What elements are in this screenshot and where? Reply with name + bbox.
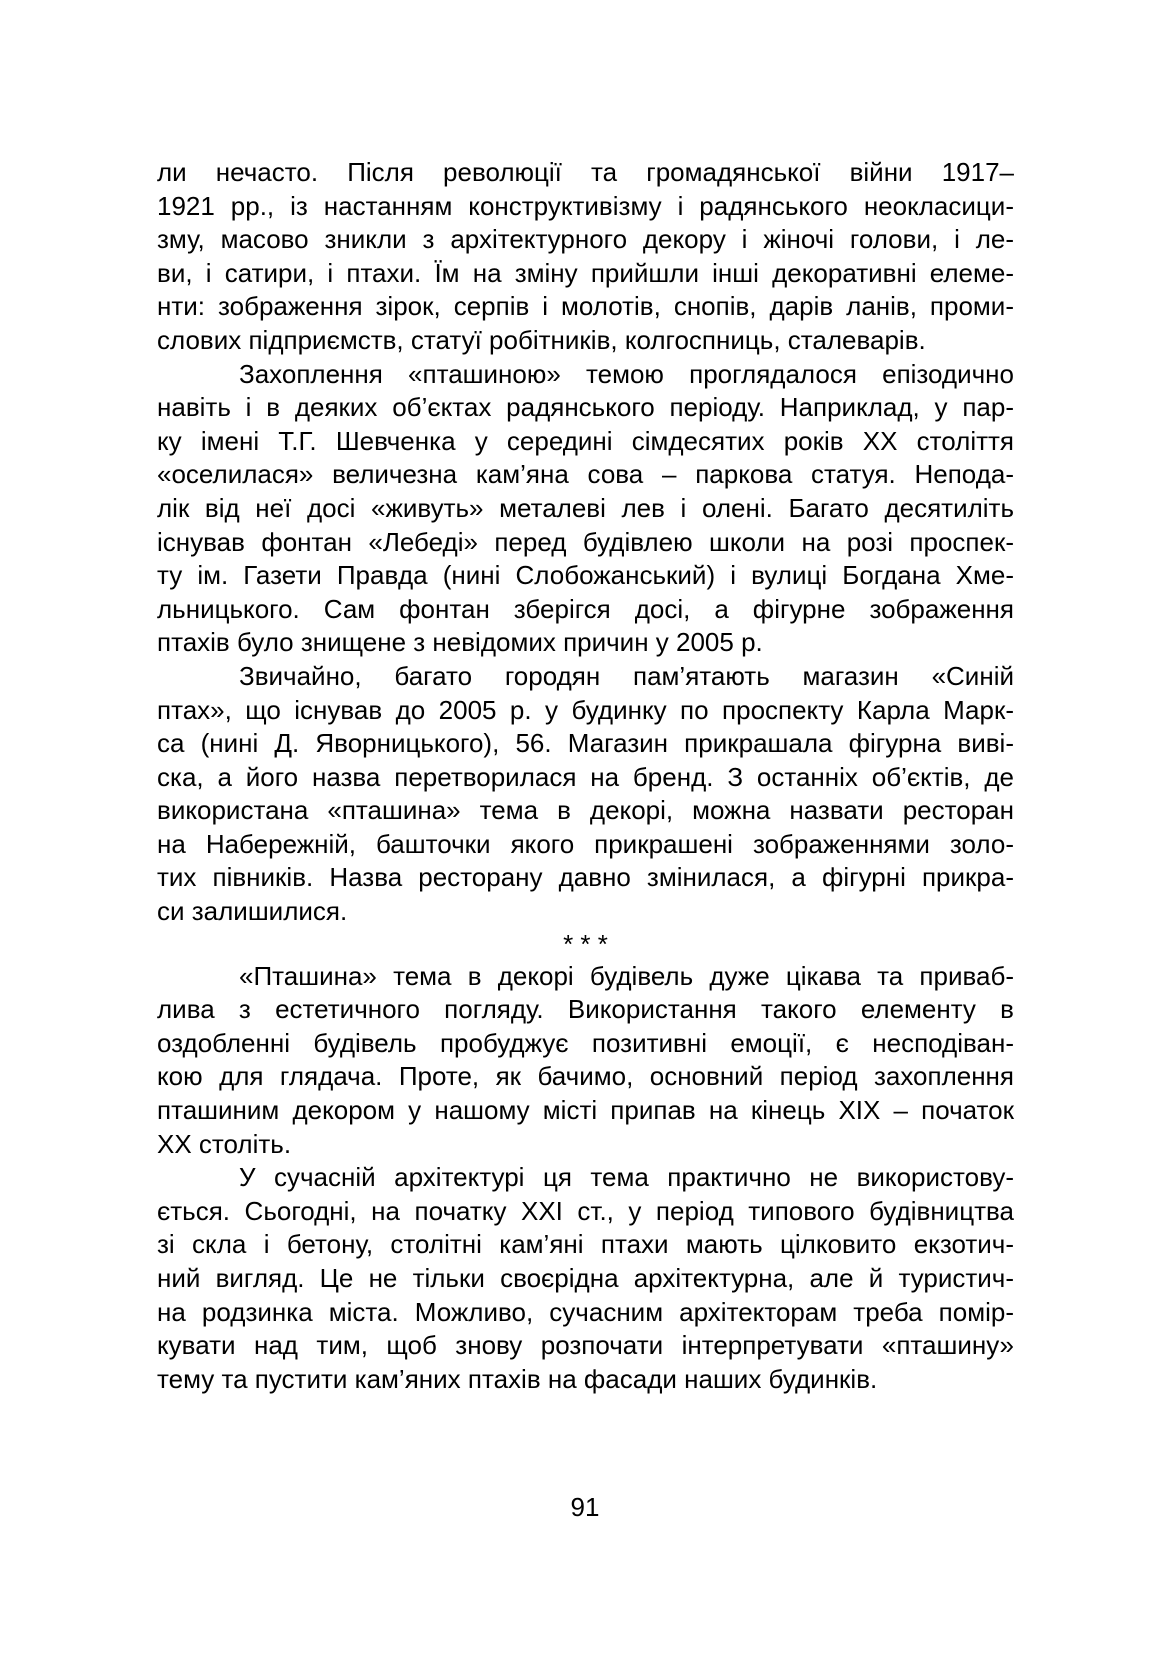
text-line: зму, масово зникли з архітектурного декору і жіночі голови, і ле- (157, 224, 1014, 255)
text-line: ХХ століть. (157, 1128, 292, 1159)
text-line: кувати над тим, щоб знову розпочати інтерпретувати «пташину» (157, 1330, 1014, 1361)
text-line: існував фонтан «Лебеді» перед будівлею школи на розі проспек- (157, 526, 1014, 557)
text-line: 1921 рр., із настанням конструктивізму і радянського неокласици- (157, 190, 1014, 221)
text-line: тих півників. Назва ресторану давно змінилася, а фігурні прикра- (157, 862, 1014, 893)
text-line: «Пташина» тема в декорі будівель дуже цікава та приваб- (239, 960, 1014, 991)
text-line: У сучасній архітектурі ця тема практично не використову- (239, 1162, 1014, 1193)
text-line: си залишилися. (157, 896, 348, 927)
section-separator: * * * (563, 928, 608, 959)
text-line: са (нині Д. Яворницького), 56. Магазин прикрашала фігурна виві- (157, 728, 1014, 759)
text-line: Звичайно, багато городян пам’ятають магазин «Синій (239, 660, 1014, 691)
text-line: на родзинка міста. Можливо, сучасним архітекторам треба помір- (157, 1296, 1014, 1327)
text-line: лива з естетичного погляду. Використання такого елементу в (157, 994, 1014, 1025)
paragraph-5 (157, 1161, 1014, 1396)
text-line: лік від неї досі «живуть» металеві лев і олені. Багато десятиліть (157, 492, 1014, 523)
text-line: використана «пташина» тема в декорі, можна назвати ресторан (157, 795, 1014, 826)
text-line: «оселилася» величезна кам’яна сова – паркова статуя. Неподa- (157, 459, 1014, 490)
text-line: льницького. Сам фонтан зберігся досі, а фігурне зображення (157, 593, 1014, 624)
paragraph-2 (157, 358, 1014, 660)
text-line: ви, і сатири, і птахи. Їм на зміну прийшли інші декоративні елеме- (157, 257, 1014, 288)
text-line: нти: зображення зірок, серпів і молотів, снопів, дарів ланів, проми- (157, 291, 1014, 322)
text-line: птах», що існував до 2005 р. у будинку по проспекту Карла Марк- (157, 694, 1014, 725)
text-line: слових підприємств, статуї робітників, колгоспниць, сталеварів. (157, 324, 926, 355)
text-line: птахів було знищене з невідомих причин у 2005 р. (157, 627, 763, 658)
text-line: оздобленні будівель пробуджує позитивні емоції, є несподіван- (157, 1027, 1014, 1058)
text-line: ли нечасто. Після революції та громадянської війни 1917– (157, 157, 1014, 187)
text-line: пташиним декором у нашому місті припав на кінець ХІХ – початок (157, 1095, 1014, 1126)
text-line: ту ім. Газети Правда (нині Слобожанський) і вулиці Богдана Хме- (157, 560, 1014, 591)
paragraph-1 (157, 156, 1014, 358)
text-line: ска, а його назва перетворилася на бренд. З останніх об’єктів, де (157, 761, 1014, 792)
text-line: Захоплення «пташиною» темою проглядалося епізодично (239, 358, 1014, 389)
text-line: ний вигляд. Це не тільки своєрідна архітектурна, але й туристич- (157, 1263, 1014, 1293)
text-line: тему та пустити кам’яних птахів на фасади наших будинків. (157, 1363, 878, 1394)
text-line: ку імені Т.Г. Шевченка у середині сімдесятих років ХХ століття (157, 425, 1014, 456)
paragraph-4 (157, 960, 1014, 1162)
paragraph-3 (157, 660, 1014, 929)
text-line: на Набережній, башточки якого прикрашені зображеннями золо- (157, 828, 1014, 859)
text-line: ється. Сьогодні, на початку ХХІ ст., у період типового будівництва (157, 1195, 1014, 1226)
text-line: кою для глядача. Проте, як бачимо, основний період захоплення (157, 1061, 1014, 1092)
text-line: навіть і в деяких об’єктах радянського періоду. Наприклад, у пар- (157, 392, 1014, 423)
page-number: 91 (570, 1492, 600, 1522)
body-text (157, 156, 1014, 1396)
text-line: зі скла і бетону, столітні кам’яні птахи мають цілковито екзотич- (157, 1229, 1014, 1260)
